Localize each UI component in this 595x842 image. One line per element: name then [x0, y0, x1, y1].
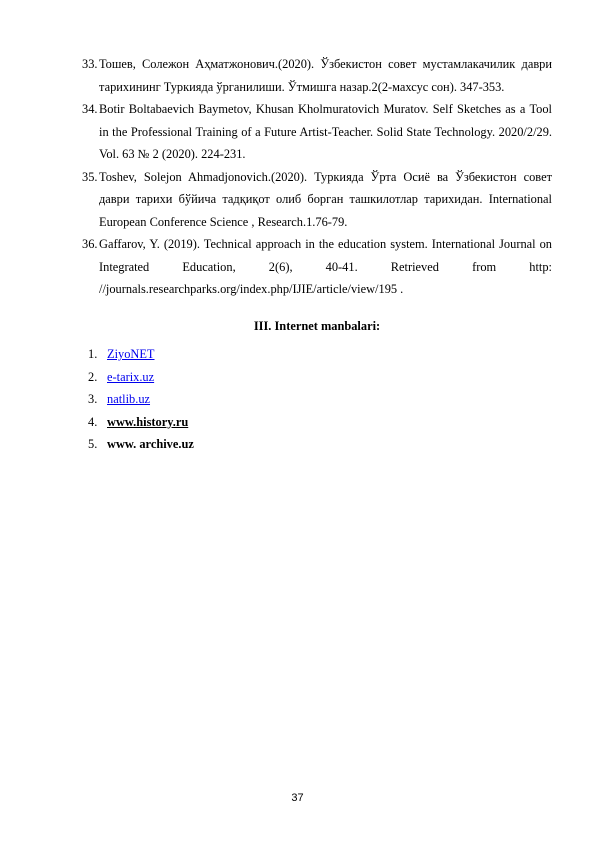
- link-number: 5.: [88, 437, 98, 451]
- list-item: [88, 433, 194, 456]
- list-item: [88, 366, 194, 389]
- section-heading: III. Internet manbalari:: [253, 319, 381, 333]
- reference-item: [82, 53, 552, 98]
- reference-number: 34.: [82, 102, 98, 116]
- link-natlib[interactable]: natlib.uz: [107, 392, 151, 406]
- page-number: 37: [291, 792, 304, 804]
- reference-text: Gaffarov, Y. (2019). Technical approach in the education system. International Journal on Integrated Education, 2(6), 40-41. Retrieved from http: //journals.researchparks.org/index.php/IJIE/article/view/195 .: [99, 237, 552, 296]
- list-item: [88, 388, 194, 411]
- list-item: [88, 343, 194, 366]
- link-ziyonet[interactable]: ZiyoNET: [107, 347, 155, 361]
- internet-sources-list: [88, 343, 194, 456]
- reference-item: [82, 98, 552, 166]
- reference-item: [82, 166, 552, 234]
- reference-text: Toshev, Solejon Ahmadjonovich.(2020). Туркияда Ўрта Осиё ва Ўзбекистон совет даври тарихи бўйича тадқиқот олиб борган ташкилотлар тарихидан. International European Conference Science , Research.1.76-79.: [99, 169, 552, 229]
- reference-item: [82, 233, 552, 301]
- link-number: 3.: [88, 392, 98, 406]
- link-history[interactable]: www.history.ru: [107, 414, 189, 429]
- link-number: 1.: [88, 347, 98, 361]
- reference-number: 33.: [82, 57, 98, 71]
- reference-number: 35.: [82, 169, 98, 184]
- reference-number: 36.: [82, 237, 98, 251]
- reference-text: Botir Boltabaevich Baymetov, Khusan Kholmuratovich Muratov. Self Sketches as a Tool in the Professional Training of a Future Artist-Teacher. Solid State Technology. 2020/2/29. Vol. 63 № 2 (2020). 224-231.: [99, 102, 552, 161]
- list-item: [88, 411, 194, 434]
- reference-list: [82, 53, 552, 301]
- link-number: 2.: [88, 369, 98, 384]
- link-number: 4.: [88, 414, 98, 429]
- reference-text: Тошев, Солежон Аҳматжонович.(2020). Ўзбекистон совет мустамлакачилик даври тарихининг Туркияда ўрганилиши. Ўтмишга назар.2(2-махсус сон). 347-353.: [99, 57, 552, 94]
- link-e-tarix[interactable]: e-tarix.uz: [107, 369, 155, 384]
- link-archive: www. archive.uz: [107, 437, 194, 451]
